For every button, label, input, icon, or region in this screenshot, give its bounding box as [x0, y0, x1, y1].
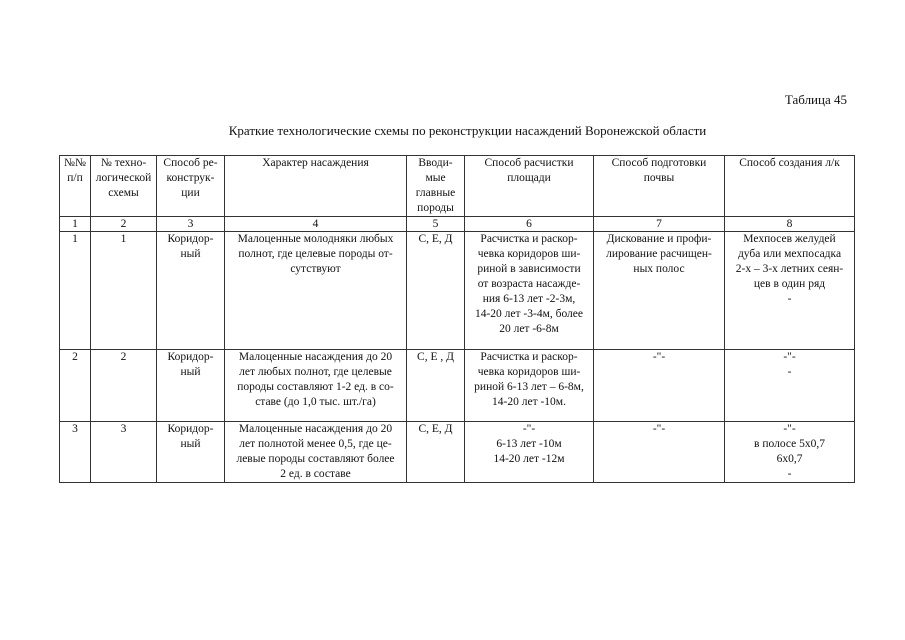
- table-cell: [725, 232, 855, 350]
- table-cell: [594, 232, 725, 350]
- cell-line: Расчистка и раскор-: [480, 233, 578, 245]
- table-cell: [60, 232, 91, 350]
- cell-line: главные: [415, 187, 456, 199]
- header-cell: [725, 156, 855, 217]
- cell-line: чевка коридоров ши-: [477, 248, 581, 260]
- cell-line: Способ подготовки: [611, 157, 707, 169]
- cell-line: -: [787, 468, 792, 480]
- header-cell: [465, 156, 594, 217]
- cell-line: Способ ре-: [163, 157, 218, 169]
- table-cell: [157, 232, 225, 350]
- cell-line: лет любых полнот, где целевые: [239, 366, 392, 378]
- table-cell: [725, 350, 855, 422]
- table-cell: [407, 422, 465, 483]
- cell-line: Способ создания л/к: [739, 157, 840, 169]
- cell-line: -: [787, 366, 792, 378]
- cell-line: 2: [72, 351, 78, 363]
- table-cell: [91, 350, 157, 422]
- cell-line: -: [787, 293, 792, 305]
- header-cell: [157, 156, 225, 217]
- header-cell: [594, 156, 725, 217]
- column-number-cell: 4: [225, 217, 407, 232]
- cell-line: Способ расчистки: [484, 157, 574, 169]
- cell-line: 20 лет -6-8м: [499, 323, 559, 335]
- table-cell: [225, 350, 407, 422]
- cell-line: Коридор-: [167, 351, 214, 363]
- cell-line: конструк-: [166, 172, 215, 184]
- column-number-cell: 6: [465, 217, 594, 232]
- table-cell: [407, 232, 465, 350]
- header-cell: [60, 156, 91, 217]
- table-cell: [594, 422, 725, 483]
- document-title: Краткие технологические схемы по реконструкции насаждений Воронежской области: [228, 123, 707, 138]
- table-cell: [91, 422, 157, 483]
- cell-line: ных полос: [633, 263, 685, 275]
- cell-line: в полосе 5х0,7: [754, 438, 825, 450]
- table-row: [60, 350, 855, 422]
- table-cell: [465, 350, 594, 422]
- cell-line: Мехпосев желудей: [743, 233, 836, 245]
- header-cell: [407, 156, 465, 217]
- table-cell: [407, 350, 465, 422]
- cell-line: породы составляют 1-2 ед. в со-: [237, 381, 394, 393]
- cell-line: Характер насаждения: [262, 157, 369, 169]
- header-cell: [91, 156, 157, 217]
- cell-line: почвы: [643, 172, 675, 184]
- table-cell: [91, 232, 157, 350]
- cell-line: -"-: [522, 423, 536, 435]
- cell-line: 1: [72, 233, 78, 245]
- table-cell: [157, 422, 225, 483]
- cell-line: ния 6-13 лет -2-3м,: [482, 293, 576, 305]
- table-number-label: Таблица 45: [784, 92, 847, 107]
- cell-line: 1: [120, 233, 127, 245]
- table-row: [60, 422, 855, 483]
- cell-line: №№: [64, 157, 86, 169]
- cell-line: 3: [120, 423, 127, 435]
- cell-line: породы: [417, 202, 454, 214]
- cell-line: риной в зависимости: [477, 263, 581, 275]
- cell-line: лет полнотой менее 0,5, где це-: [239, 438, 392, 450]
- table-cell: [594, 350, 725, 422]
- cell-line: -"-: [783, 423, 796, 435]
- cell-line: мые: [425, 172, 446, 184]
- column-number-cell: 5: [407, 217, 465, 232]
- cell-line: № техно-: [100, 157, 147, 169]
- cell-line: 2 ед. в составе: [280, 468, 351, 480]
- cell-line: чевка коридоров ши-: [477, 366, 581, 378]
- cell-line: от возраста насажде-: [477, 278, 581, 290]
- cell-line: Коридор-: [167, 233, 214, 245]
- cell-line: левые породы составляют более: [236, 453, 395, 465]
- column-number-row: [60, 217, 855, 232]
- header-row: [60, 156, 855, 217]
- cell-line: Малоценные насаждения до 20: [238, 423, 393, 435]
- cell-line: 2: [120, 351, 127, 363]
- table-body: [60, 232, 855, 483]
- cell-line: риной 6-13 лет – 6-8м,: [474, 381, 584, 393]
- cell-line: схемы: [108, 187, 139, 199]
- cell-line: сутствуют: [290, 263, 341, 275]
- column-number-cell: 3: [157, 217, 225, 232]
- cell-line: Коридор-: [167, 423, 214, 435]
- cell-line: ставе (до 1,0 тыс. шт./га): [255, 396, 376, 408]
- header-cell: [225, 156, 407, 217]
- cell-line: Малоценные молодняки любых: [237, 233, 394, 245]
- cell-line: ции: [181, 187, 200, 199]
- cell-line: -"-: [652, 351, 666, 363]
- column-number-cell: 8: [725, 217, 855, 232]
- cell-line: ный: [180, 248, 201, 260]
- cell-line: лирование расчищен-: [606, 248, 712, 260]
- table-cell: [725, 422, 855, 483]
- cell-line: С, Е, Д: [418, 233, 453, 245]
- cell-line: 6х0,7: [776, 453, 803, 465]
- cell-line: логической: [95, 172, 152, 184]
- cell-line: 3: [72, 423, 78, 435]
- cell-line: полнот, где целевые породы от-: [238, 248, 393, 260]
- cell-line: 2-х – 3-х летних сеян-: [735, 263, 844, 275]
- table-cell: [60, 350, 91, 422]
- column-number-cell: 2: [91, 217, 157, 232]
- cell-line: С, Е, Д: [418, 423, 453, 435]
- cell-line: -"-: [783, 351, 796, 363]
- cell-line: Малоценные насаждения до 20: [238, 351, 393, 363]
- column-number-cell: 7: [594, 217, 725, 232]
- cell-line: Расчистка и раскор-: [480, 351, 578, 363]
- cell-line: -"-: [652, 423, 666, 435]
- cell-line: 14-20 лет -3-4м, более: [474, 308, 584, 320]
- cell-line: 14-20 лет -12м: [493, 453, 565, 465]
- cell-line: цев в один ряд: [753, 278, 826, 290]
- cell-line: 6-13 лет -10м: [496, 438, 562, 450]
- table-cell: [225, 422, 407, 483]
- cell-line: 14-20 лет -10м.: [492, 396, 566, 408]
- column-number-cell: 1: [60, 217, 91, 232]
- cell-line: дуба или мехпосадка: [737, 248, 842, 260]
- reconstruction-schemes-table: [59, 155, 855, 483]
- table-cell: [225, 232, 407, 350]
- table-cell: [157, 350, 225, 422]
- table-cell: [60, 422, 91, 483]
- table-cell: [465, 232, 594, 350]
- cell-line: ный: [180, 438, 201, 450]
- cell-line: площади: [507, 172, 551, 184]
- cell-line: Дискование и профи-: [606, 233, 712, 245]
- cell-line: п/п: [67, 172, 83, 184]
- table-cell: [465, 422, 594, 483]
- table-row: [60, 232, 855, 350]
- cell-line: Вводи-: [418, 157, 453, 169]
- cell-line: ный: [180, 366, 201, 378]
- cell-line: С, Е , Д: [417, 351, 454, 363]
